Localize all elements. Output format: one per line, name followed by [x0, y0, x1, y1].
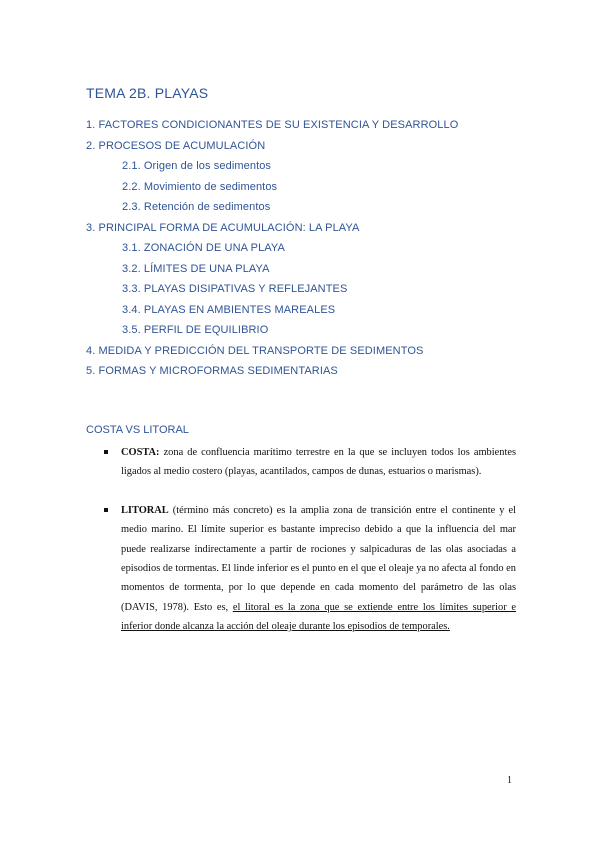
toc-item-3-5: 3.5. PERFIL DE EQUILIBRIO [122, 324, 269, 336]
toc-item-4: 4. MEDIDA Y PREDICCIÓN DEL TRANSPORTE DE SEDIMENTOS [86, 344, 424, 357]
toc-item-3-3: 3.3. PLAYAS DISIPATIVAS Y REFLEJANTES [122, 283, 348, 295]
toc-item-2-3: 2.3. Retención de sedimentos [122, 201, 271, 213]
definition-litoral: (término más concreto) es la amplia zona de transición entre el continente y el medio marino. El límite superior es bastante impreciso debido a que la influencia del mar puede realizarse indirectamente a partir de rociones y salpicaduras de las olas asociadas a episodios de tormentas. El linde inferior es el punto en el que el oleaje ya no afecta al fondo en momentos de tormenta, por lo que depende en cada momento del parámetro de las olas (DAVIS, 1978). Esto es, [121, 504, 516, 613]
table-of-contents [86, 115, 566, 382]
document-title: TEMA 2B. PLAYAS [86, 85, 209, 101]
definition-costa: zona de confluencia marítimo terrestre en la que se incluyen todos los ambientes ligados al medio costero (playas, acantilados, campos de dunas, estuarios o marismas). [121, 447, 516, 478]
toc-item-3-1: 3.1. ZONACIÓN DE UNA PLAYA [122, 242, 285, 254]
toc-item-3: 3. PRINCIPAL FORMA DE ACUMULACIÓN: LA PLAYA [86, 221, 360, 234]
section-heading: COSTA VS LITORAL [86, 424, 189, 436]
toc-item-2-2: 2.2. Movimiento de sedimentos [122, 180, 278, 193]
definition-litoral-underlined: el litoral es la zona que se extiende entre los límites superior e inferior donde alcanza la acción del oleaje durante los episodios de temporales. [121, 601, 516, 633]
definition-list [0, 443, 601, 637]
toc-item-3-4: 3.4. PLAYAS EN AMBIENTES MAREALES [122, 303, 336, 316]
bullet-costa [0, 443, 601, 482]
page-number: 1 [507, 775, 512, 786]
square-bullet-icon [104, 508, 108, 512]
toc-item-2: 2. PROCESOS DE ACUMULACIÓN [86, 139, 266, 152]
toc-item-5: 5. FORMAS Y MICROFORMAS SEDIMENTARIAS [86, 365, 338, 377]
toc-item-2-1: 2.1. Origen de los sedimentos [122, 160, 272, 172]
bullet-litoral [0, 501, 601, 637]
toc-item-3-2: 3.2. LÍMITES DE UNA PLAYA [122, 262, 270, 275]
toc-item-1: 1. FACTORES CONDICIONANTES DE SU EXISTENCIA Y DESARROLLO [86, 119, 459, 131]
term-costa: COSTA: [121, 447, 160, 458]
term-litoral: LITORAL [121, 504, 169, 516]
square-bullet-icon [104, 450, 108, 454]
